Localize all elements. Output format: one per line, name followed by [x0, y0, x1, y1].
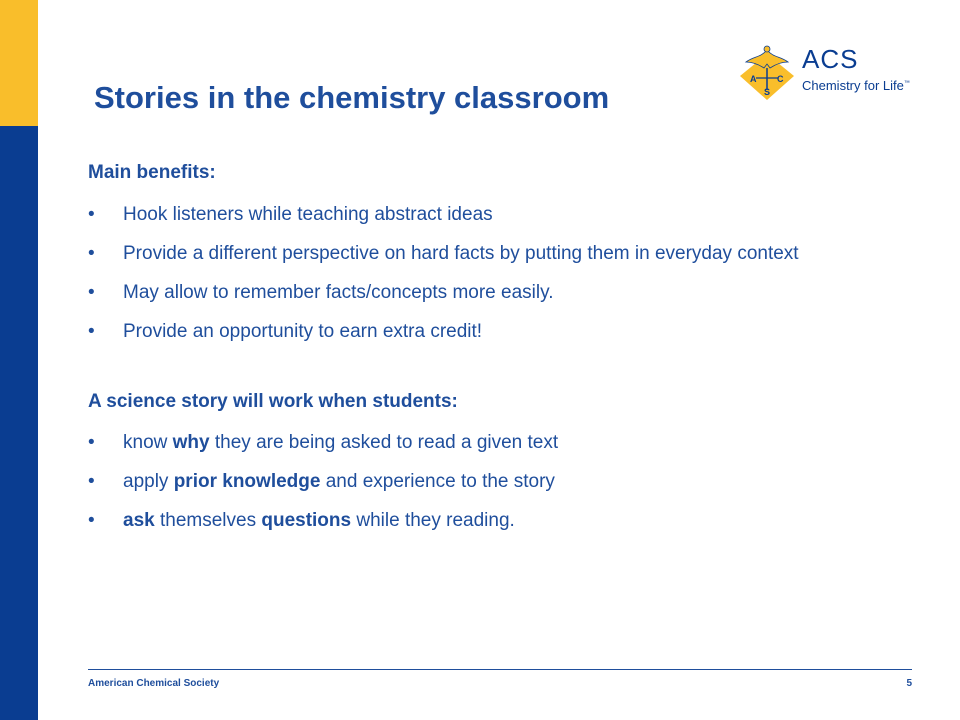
condition-emphasis: questions	[261, 510, 352, 531]
bullet-dot-icon: •	[88, 243, 95, 264]
acs-diamond-eagle-icon	[736, 40, 798, 102]
footer-divider	[88, 669, 912, 670]
logo-mark-letter-a: A	[750, 74, 757, 84]
benefit-item-text: Provide a different perspective on hard facts by putting them in everyday context	[123, 243, 799, 264]
benefits-heading: Main benefits:	[88, 162, 216, 183]
condition-text: they are being asked to read a given text	[209, 432, 559, 453]
bullet-dot-icon: •	[88, 321, 95, 342]
condition-item	[88, 509, 908, 533]
footer-page-number: 5	[906, 678, 912, 689]
benefit-item	[88, 203, 908, 227]
logo-mark-letter-c: C	[777, 74, 784, 84]
benefit-item	[88, 320, 908, 344]
condition-text: while they reading.	[351, 510, 515, 531]
benefit-item	[88, 281, 908, 305]
logo-mark-letter-s: S	[764, 87, 771, 97]
slide-title: Stories in the chemistry classroom	[94, 80, 610, 115]
side-bar-accent	[0, 0, 38, 126]
condition-item	[88, 431, 908, 455]
benefit-item-text: May allow to remember facts/concepts more easily.	[123, 282, 554, 303]
logo-tagline: Chemistry for Life	[802, 78, 904, 93]
slide-content	[88, 161, 908, 533]
condition-emphasis: why	[172, 432, 210, 453]
condition-emphasis: ask	[123, 510, 155, 531]
condition-text: know	[123, 432, 173, 453]
conditions-heading: A science story will work when students:	[88, 391, 458, 412]
logo-tagline-wrap	[802, 78, 910, 93]
condition-text: and experience to the story	[320, 471, 555, 492]
bullet-dot-icon: •	[88, 282, 95, 303]
benefit-item	[88, 242, 908, 266]
footer-organization: American Chemical Society	[88, 678, 220, 689]
acs-logo	[736, 40, 936, 100]
logo-wordmark: ACS	[802, 44, 859, 74]
benefit-item-text: Hook listeners while teaching abstract ideas	[123, 204, 493, 225]
bullet-dot-icon: •	[88, 432, 95, 453]
condition-item	[88, 470, 908, 494]
condition-emphasis: prior knowledge	[173, 471, 321, 492]
bullet-dot-icon: •	[88, 471, 95, 492]
bullet-dot-icon: •	[88, 204, 95, 225]
condition-text: apply	[123, 471, 174, 492]
bullet-dot-icon: •	[88, 510, 95, 531]
logo-trademark: ™	[903, 80, 910, 87]
benefit-item-text: Provide an opportunity to earn extra credit!	[123, 321, 483, 342]
condition-text: themselves	[154, 510, 262, 531]
